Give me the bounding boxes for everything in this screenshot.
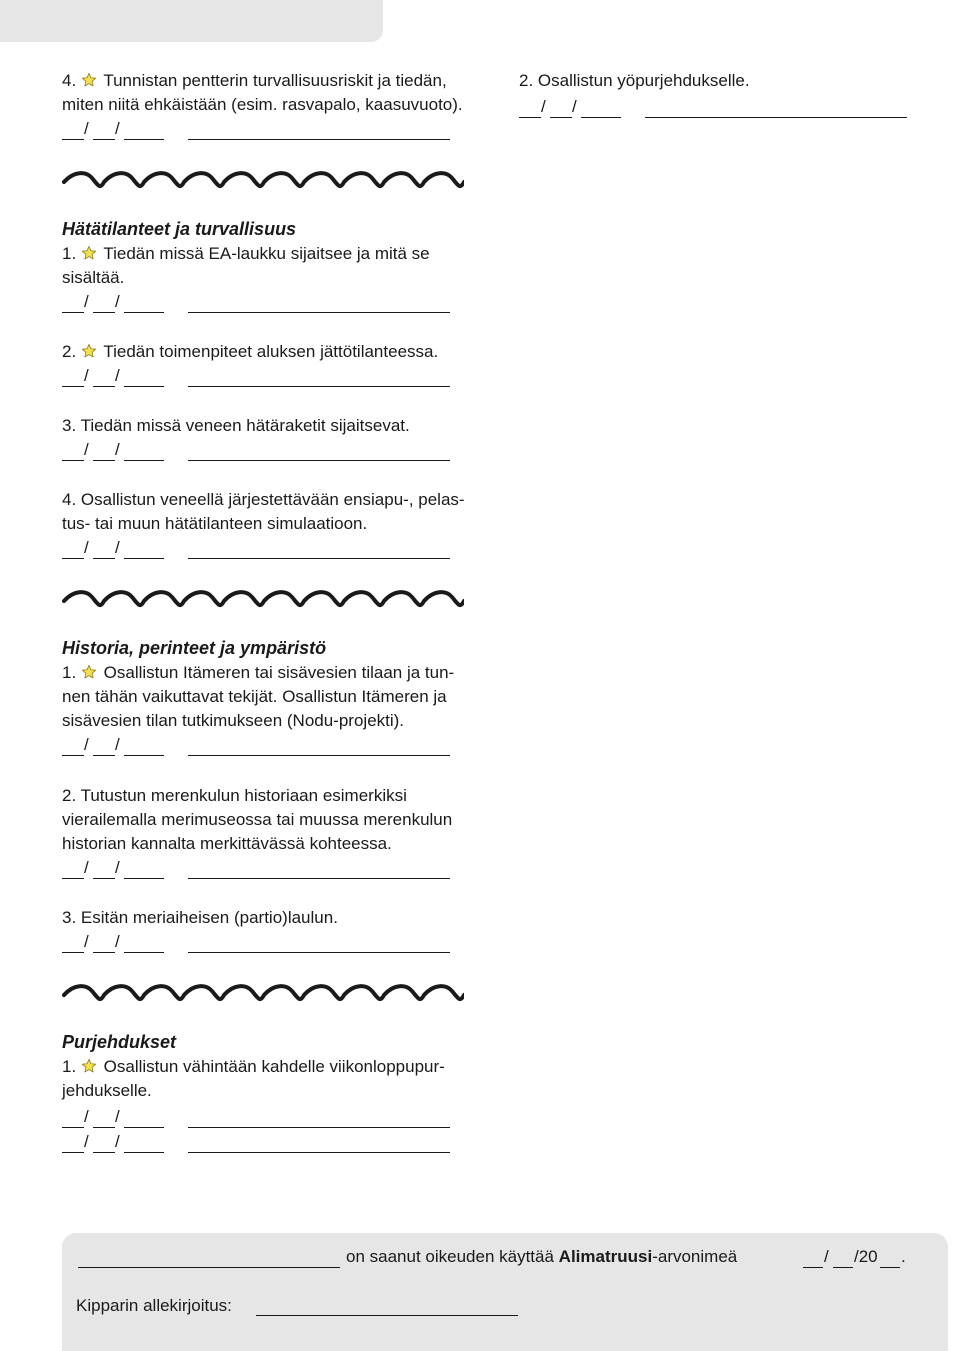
date-blank[interactable] bbox=[124, 1127, 164, 1128]
date-blank[interactable] bbox=[62, 952, 84, 953]
award-footer bbox=[62, 1233, 948, 1351]
history-item2-line1: 2. Tutustun merenkulun historiaan esimerkiksi bbox=[62, 786, 407, 805]
award-year-prefix: /20 bbox=[854, 1247, 878, 1266]
history-item1-line1: 1. Osallistun Itämeren tai sisävesien tilaan ja tun- bbox=[62, 663, 455, 682]
top-item-number: 4. bbox=[62, 71, 77, 90]
right-item2-line1: 2. Osallistun yöpurjehdukselle. bbox=[519, 71, 750, 90]
signature-blank[interactable] bbox=[188, 952, 450, 953]
history-item1-line3: sisävesien tilan tutkimukseen (Nodu-projekti). bbox=[62, 711, 405, 730]
date-slash: / bbox=[115, 119, 120, 138]
star-icon bbox=[81, 1058, 97, 1074]
date-blank[interactable] bbox=[62, 1152, 84, 1153]
award-date-slash: / bbox=[824, 1247, 829, 1266]
date-blank[interactable] bbox=[62, 878, 84, 879]
date-slash: / bbox=[115, 440, 120, 459]
signature-blank[interactable] bbox=[188, 1152, 450, 1153]
section-title-history: Historia, perinteet ja ympäristö bbox=[62, 638, 327, 658]
date-slash: / bbox=[84, 932, 89, 951]
date-slash: / bbox=[115, 1132, 120, 1151]
star-icon bbox=[81, 245, 97, 261]
date-slash: / bbox=[84, 292, 89, 311]
date-blank[interactable] bbox=[62, 755, 84, 756]
wave-divider bbox=[62, 983, 464, 1005]
date-blank[interactable] bbox=[93, 460, 115, 461]
date-blank[interactable] bbox=[124, 952, 164, 953]
sailing-item1-line2: jehdukselle. bbox=[62, 1081, 152, 1100]
date-blank[interactable] bbox=[62, 139, 84, 140]
date-blank[interactable] bbox=[124, 878, 164, 879]
date-blank[interactable] bbox=[93, 1127, 115, 1128]
award-period: . bbox=[901, 1247, 906, 1266]
date-blank[interactable] bbox=[581, 117, 621, 118]
date-blank[interactable] bbox=[93, 1152, 115, 1153]
date-slash: / bbox=[84, 440, 89, 459]
date-slash: / bbox=[84, 1107, 89, 1126]
signature-field-line[interactable] bbox=[256, 1315, 518, 1316]
wave-divider bbox=[62, 589, 464, 611]
wave-divider bbox=[62, 170, 464, 192]
award-year-field[interactable] bbox=[880, 1267, 900, 1268]
signature-blank[interactable] bbox=[188, 755, 450, 756]
name-field-line[interactable] bbox=[78, 1267, 340, 1268]
star-icon bbox=[81, 72, 97, 88]
date-slash: / bbox=[115, 858, 120, 877]
signature-blank[interactable] bbox=[188, 878, 450, 879]
date-blank[interactable] bbox=[550, 117, 572, 118]
date-slash: / bbox=[115, 735, 120, 754]
emergency-item1-line1: 1. Tiedän missä EA-laukku sijaitsee ja mitä se bbox=[62, 244, 430, 263]
date-blank[interactable] bbox=[124, 386, 164, 387]
section-title-sailing: Purjehdukset bbox=[62, 1032, 177, 1052]
history-item2-line2: vierailemalla merimuseossa tai muussa merenkulun bbox=[62, 810, 453, 829]
signature-blank[interactable] bbox=[188, 139, 450, 140]
emergency-item4-line2: tus- tai muun hätätilanteen simulaatioon. bbox=[62, 514, 368, 533]
date-slash: / bbox=[84, 366, 89, 385]
signature-blank[interactable] bbox=[188, 558, 450, 559]
date-blank[interactable] bbox=[93, 952, 115, 953]
signature-label: Kipparin allekirjoitus: bbox=[76, 1296, 232, 1315]
date-signature-row[interactable] bbox=[62, 365, 452, 387]
date-slash: / bbox=[84, 1132, 89, 1151]
date-blank[interactable] bbox=[124, 1152, 164, 1153]
top-item-line2: miten niitä ehkäistään (esim. rasvapalo, kaasuvuoto). bbox=[62, 95, 463, 114]
signature-blank[interactable] bbox=[188, 460, 450, 461]
date-slash: / bbox=[115, 366, 120, 385]
history-item3-line1: 3. Esitän meriaiheisen (partio)laulun. bbox=[62, 908, 338, 927]
date-signature-row[interactable] bbox=[62, 439, 452, 461]
date-slash: / bbox=[84, 858, 89, 877]
date-slash: / bbox=[572, 97, 577, 116]
date-blank[interactable] bbox=[519, 117, 541, 118]
star-icon bbox=[81, 664, 97, 680]
signature-blank[interactable] bbox=[188, 1127, 450, 1128]
date-blank[interactable] bbox=[124, 558, 164, 559]
section-title-emergency: Hätätilanteet ja turvallisuus bbox=[62, 219, 297, 239]
date-signature-row[interactable] bbox=[519, 96, 909, 118]
date-signature-row[interactable] bbox=[62, 1106, 452, 1128]
date-blank[interactable] bbox=[93, 558, 115, 559]
date-blank[interactable] bbox=[62, 460, 84, 461]
date-signature-row[interactable] bbox=[62, 1131, 452, 1153]
date-blank[interactable] bbox=[93, 878, 115, 879]
date-blank[interactable] bbox=[93, 139, 115, 140]
date-blank[interactable] bbox=[124, 312, 164, 313]
date-blank[interactable] bbox=[124, 460, 164, 461]
date-blank[interactable] bbox=[62, 1127, 84, 1128]
emergency-item3-line1: 3. Tiedän missä veneen hätäraketit sijaitsevat. bbox=[62, 416, 410, 435]
date-signature-row[interactable] bbox=[62, 857, 452, 879]
history-item1-line2: nen tähän vaikuttavat tekijät. Osallistun Itämeren ja bbox=[62, 687, 447, 706]
date-signature-row[interactable] bbox=[62, 118, 452, 140]
top-item-line1: 4. Tunnistan pentterin turvallisuusriskit ja tiedän, bbox=[62, 71, 447, 90]
date-signature-row[interactable] bbox=[62, 291, 452, 313]
date-signature-row[interactable] bbox=[62, 931, 452, 953]
date-signature-row[interactable] bbox=[62, 734, 452, 756]
date-blank[interactable] bbox=[62, 558, 84, 559]
emergency-item1-line2: sisältää. bbox=[62, 268, 125, 287]
history-item2-line3: historian kannalta merkittävässä kohteessa. bbox=[62, 834, 392, 853]
date-slash: / bbox=[84, 119, 89, 138]
award-month-field[interactable] bbox=[833, 1267, 853, 1268]
signature-blank[interactable] bbox=[188, 312, 450, 313]
date-slash: / bbox=[541, 97, 546, 116]
star-icon bbox=[81, 343, 97, 359]
date-slash: / bbox=[115, 538, 120, 557]
emergency-item2-line1: 2. Tiedän toimenpiteet aluksen jättötilanteessa. bbox=[62, 342, 439, 361]
date-slash: / bbox=[84, 735, 89, 754]
award-statement: on saanut oikeuden käyttää Alimatruusi-arvonimeä bbox=[346, 1247, 738, 1266]
emergency-item4-line1: 4. Osallistun veneellä järjestettävään ensiapu-, pelas- bbox=[62, 490, 465, 509]
date-blank[interactable] bbox=[93, 312, 115, 313]
date-blank[interactable] bbox=[62, 386, 84, 387]
date-slash: / bbox=[84, 538, 89, 557]
top-tab bbox=[0, 0, 383, 42]
date-slash: / bbox=[115, 1107, 120, 1126]
signature-blank[interactable] bbox=[645, 117, 907, 118]
date-blank[interactable] bbox=[93, 755, 115, 756]
badge-name: Alimatruusi bbox=[558, 1247, 653, 1266]
date-blank[interactable] bbox=[62, 312, 84, 313]
date-blank[interactable] bbox=[124, 755, 164, 756]
date-blank[interactable] bbox=[124, 139, 164, 140]
date-slash: / bbox=[115, 932, 120, 951]
date-signature-row[interactable] bbox=[62, 537, 452, 559]
date-slash: / bbox=[115, 292, 120, 311]
date-blank[interactable] bbox=[93, 386, 115, 387]
signature-blank[interactable] bbox=[188, 386, 450, 387]
sailing-item1-line1: 1. Osallistun vähintään kahdelle viikonloppupur- bbox=[62, 1057, 445, 1076]
award-day-field[interactable] bbox=[803, 1267, 823, 1268]
